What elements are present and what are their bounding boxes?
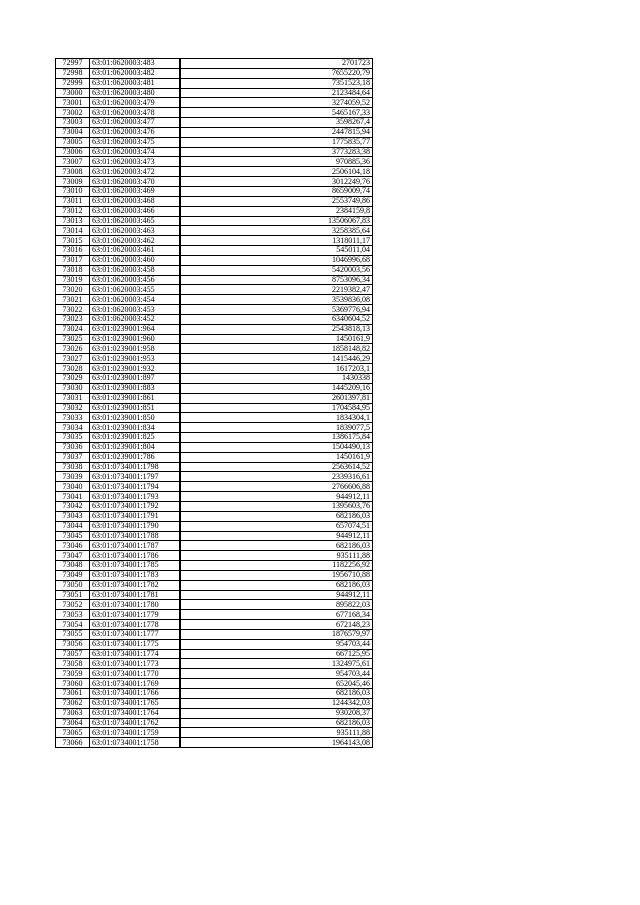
row-number-cell: 73014 xyxy=(56,226,90,236)
cadastral-value-cell: 2447815,94 xyxy=(180,127,373,137)
cadastral-number-cell: 63:01:0620003:478 xyxy=(90,108,180,118)
table-row xyxy=(56,570,373,580)
cadastral-value-cell: 895822,03 xyxy=(180,600,373,610)
cadastral-number-cell: 63:01:0620003:465 xyxy=(90,216,180,226)
cadastral-value-cell: 2506104,18 xyxy=(180,167,373,177)
row-number-cell: 73047 xyxy=(56,551,90,561)
cadastral-value-cell: 954703,44 xyxy=(180,669,373,679)
cadastral-value-cell: 1318011,17 xyxy=(180,236,373,246)
table-row xyxy=(56,511,373,521)
row-number-cell: 73033 xyxy=(56,413,90,423)
row-number-cell: 73055 xyxy=(56,629,90,639)
cadastral-number-cell: 63:01:0620003:470 xyxy=(90,177,180,187)
cadastral-value-cell: 3773283,38 xyxy=(180,147,373,157)
row-number-cell: 73024 xyxy=(56,324,90,334)
row-number-cell: 73054 xyxy=(56,620,90,630)
cadastral-value-cell: 1504490,13 xyxy=(180,442,373,452)
table-row xyxy=(56,246,373,256)
cadastral-value-cell: 652045,46 xyxy=(180,679,373,689)
cadastral-value-cell: 2219382,47 xyxy=(180,285,373,295)
row-number-cell: 73038 xyxy=(56,462,90,472)
cadastral-number-cell: 63:01:0734001:1758 xyxy=(90,738,180,748)
table-row xyxy=(56,196,373,206)
cadastral-number-cell: 63:01:0620003:483 xyxy=(90,59,180,69)
row-number-cell: 73013 xyxy=(56,216,90,226)
cadastral-value-cell: 682186,03 xyxy=(180,718,373,728)
cadastral-value-cell: 7655220,79 xyxy=(180,68,373,78)
cadastral-value-cell: 1415446,29 xyxy=(180,354,373,364)
cadastral-value-cell: 1876579,97 xyxy=(180,629,373,639)
row-number-cell: 73000 xyxy=(56,88,90,98)
table-row xyxy=(56,265,373,275)
cadastral-number-cell: 63:01:0239001:834 xyxy=(90,423,180,433)
table-row xyxy=(56,216,373,226)
cadastral-number-cell: 63:01:0620003:454 xyxy=(90,295,180,305)
row-number-cell: 73061 xyxy=(56,689,90,699)
cadastral-number-cell: 63:01:0734001:1777 xyxy=(90,629,180,639)
table-row xyxy=(56,639,373,649)
table-row xyxy=(56,108,373,118)
row-number-cell: 73028 xyxy=(56,364,90,374)
table-row xyxy=(56,285,373,295)
table-row xyxy=(56,590,373,600)
cadastral-number-cell: 63:01:0239001:861 xyxy=(90,393,180,403)
row-number-cell: 73019 xyxy=(56,275,90,285)
table-row xyxy=(56,689,373,699)
cadastral-number-cell: 63:01:0620003:461 xyxy=(90,246,180,256)
cadastral-number-cell: 63:01:0734001:1785 xyxy=(90,561,180,571)
row-number-cell: 73062 xyxy=(56,698,90,708)
table-row xyxy=(56,521,373,531)
cadastral-value-cell: 8753096,34 xyxy=(180,275,373,285)
cadastral-number-cell: 63:01:0734001:1780 xyxy=(90,600,180,610)
cadastral-number-cell: 63:01:0734001:1769 xyxy=(90,679,180,689)
row-number-cell: 73023 xyxy=(56,314,90,324)
table-row xyxy=(56,718,373,728)
cadastral-value-cell: 2384159,8 xyxy=(180,206,373,216)
table-row xyxy=(56,501,373,511)
cadastral-number-cell: 63:01:0620003:481 xyxy=(90,78,180,88)
row-number-cell: 72999 xyxy=(56,78,90,88)
row-number-cell: 73064 xyxy=(56,718,90,728)
table-row xyxy=(56,472,373,482)
table-row xyxy=(56,561,373,571)
table-row xyxy=(56,59,373,69)
table-row xyxy=(56,393,373,403)
row-number-cell: 72998 xyxy=(56,68,90,78)
row-number-cell: 73060 xyxy=(56,679,90,689)
cadastral-number-cell: 63:01:0734001:1766 xyxy=(90,689,180,699)
table-row xyxy=(56,167,373,177)
cadastral-value-cell: 1775835,77 xyxy=(180,137,373,147)
cadastral-number-cell: 63:01:0734001:1775 xyxy=(90,639,180,649)
cadastral-number-cell: 63:01:0734001:1779 xyxy=(90,610,180,620)
table-row xyxy=(56,728,373,738)
row-number-cell: 73057 xyxy=(56,649,90,659)
cadastral-number-cell: 63:01:0620003:460 xyxy=(90,255,180,265)
cadastral-number-cell: 63:01:0620003:455 xyxy=(90,285,180,295)
table-row xyxy=(56,620,373,630)
row-number-cell: 73006 xyxy=(56,147,90,157)
cadastral-number-cell: 63:01:0239001:825 xyxy=(90,433,180,443)
cadastral-value-cell: 954703,44 xyxy=(180,639,373,649)
cadastral-value-cell: 3012249,76 xyxy=(180,177,373,187)
cadastral-number-cell: 63:01:0239001:786 xyxy=(90,452,180,462)
table-row xyxy=(56,531,373,541)
cadastral-number-cell: 63:01:0620003:466 xyxy=(90,206,180,216)
cadastral-number-cell: 63:01:0734001:1773 xyxy=(90,659,180,669)
cadastral-value-cell: 2563614,52 xyxy=(180,462,373,472)
table-row xyxy=(56,679,373,689)
table-row xyxy=(56,344,373,354)
row-number-cell: 73012 xyxy=(56,206,90,216)
table-row xyxy=(56,78,373,88)
cadastral-number-cell: 63:01:0239001:964 xyxy=(90,324,180,334)
table-row xyxy=(56,157,373,167)
cadastral-number-cell: 63:01:0734001:1778 xyxy=(90,620,180,630)
cadastral-number-cell: 63:01:0734001:1782 xyxy=(90,580,180,590)
cadastral-number-cell: 63:01:0620003:469 xyxy=(90,186,180,196)
table-row xyxy=(56,433,373,443)
cadastral-value-cell: 3598267,4 xyxy=(180,118,373,128)
cadastral-value-cell: 13506067,83 xyxy=(180,216,373,226)
cadastral-number-cell: 63:01:0734001:1762 xyxy=(90,718,180,728)
cadastral-number-cell: 63:01:0239001:958 xyxy=(90,344,180,354)
cadastral-number-cell: 63:01:0734001:1774 xyxy=(90,649,180,659)
cadastral-number-cell: 63:01:0734001:1798 xyxy=(90,462,180,472)
cadastral-value-cell: 1324975,61 xyxy=(180,659,373,669)
cadastral-value-cell: 2339316,61 xyxy=(180,472,373,482)
table-row xyxy=(56,88,373,98)
cadastral-number-cell: 63:01:0734001:1797 xyxy=(90,472,180,482)
cadastral-value-table xyxy=(55,58,373,748)
table-row xyxy=(56,226,373,236)
cadastral-number-cell: 63:01:0620003:472 xyxy=(90,167,180,177)
table-row xyxy=(56,354,373,364)
table-row xyxy=(56,98,373,108)
cadastral-number-cell: 63:01:0239001:851 xyxy=(90,403,180,413)
cadastral-value-cell: 1834304,1 xyxy=(180,413,373,423)
cadastral-number-cell: 63:01:0620003:473 xyxy=(90,157,180,167)
cadastral-number-cell: 63:01:0239001:932 xyxy=(90,364,180,374)
cadastral-number-cell: 63:01:0734001:1788 xyxy=(90,531,180,541)
cadastral-number-cell: 63:01:0734001:1783 xyxy=(90,570,180,580)
row-number-cell: 73025 xyxy=(56,334,90,344)
table-row xyxy=(56,551,373,561)
table-row xyxy=(56,206,373,216)
cadastral-number-cell: 63:01:0620003:480 xyxy=(90,88,180,98)
row-number-cell: 73035 xyxy=(56,433,90,443)
cadastral-number-cell: 63:01:0620003:452 xyxy=(90,314,180,324)
cadastral-number-cell: 63:01:0620003:458 xyxy=(90,265,180,275)
cadastral-value-cell: 2766606,88 xyxy=(180,482,373,492)
row-number-cell: 73009 xyxy=(56,177,90,187)
cadastral-value-cell: 1450161,9 xyxy=(180,452,373,462)
cadastral-value-cell: 930208,37 xyxy=(180,708,373,718)
cadastral-number-cell: 63:01:0734001:1791 xyxy=(90,511,180,521)
cadastral-value-cell: 1046996,68 xyxy=(180,255,373,265)
cadastral-number-cell: 63:01:0239001:804 xyxy=(90,442,180,452)
cadastral-value-cell: 935111,88 xyxy=(180,728,373,738)
cadastral-value-cell: 1858148,82 xyxy=(180,344,373,354)
cadastral-value-cell: 1182256,92 xyxy=(180,561,373,571)
cadastral-value-cell: 935111,88 xyxy=(180,551,373,561)
table-row xyxy=(56,600,373,610)
row-number-cell: 73059 xyxy=(56,669,90,679)
cadastral-value-cell: 2701723 xyxy=(180,59,373,69)
row-number-cell: 73039 xyxy=(56,472,90,482)
table-body xyxy=(56,59,373,748)
cadastral-number-cell: 63:01:0620003:482 xyxy=(90,68,180,78)
row-number-cell: 73008 xyxy=(56,167,90,177)
cadastral-number-cell: 63:01:0734001:1786 xyxy=(90,551,180,561)
table-row xyxy=(56,629,373,639)
cadastral-value-cell: 677168,34 xyxy=(180,610,373,620)
row-number-cell: 73004 xyxy=(56,127,90,137)
row-number-cell: 73056 xyxy=(56,639,90,649)
row-number-cell: 73043 xyxy=(56,511,90,521)
row-number-cell: 73042 xyxy=(56,501,90,511)
cadastral-value-cell: 657074,51 xyxy=(180,521,373,531)
row-number-cell: 73040 xyxy=(56,482,90,492)
cadastral-number-cell: 63:01:0734001:1781 xyxy=(90,590,180,600)
table-row xyxy=(56,708,373,718)
table-row xyxy=(56,236,373,246)
table-row xyxy=(56,374,373,384)
table-row xyxy=(56,610,373,620)
cadastral-value-cell: 1244342,03 xyxy=(180,698,373,708)
cadastral-number-cell: 63:01:0620003:463 xyxy=(90,226,180,236)
row-number-cell: 73051 xyxy=(56,590,90,600)
table-row xyxy=(56,68,373,78)
cadastral-value-cell: 1386175,84 xyxy=(180,433,373,443)
table-row xyxy=(56,442,373,452)
cadastral-value-cell: 5465167,33 xyxy=(180,108,373,118)
row-number-cell: 73030 xyxy=(56,383,90,393)
cadastral-value-cell: 667125,95 xyxy=(180,649,373,659)
row-number-cell: 73015 xyxy=(56,236,90,246)
row-number-cell: 73058 xyxy=(56,659,90,669)
cadastral-number-cell: 63:01:0620003:468 xyxy=(90,196,180,206)
row-number-cell: 73010 xyxy=(56,186,90,196)
row-number-cell: 73046 xyxy=(56,541,90,551)
cadastral-value-cell: 1617203,1 xyxy=(180,364,373,374)
cadastral-value-cell: 6340604,52 xyxy=(180,314,373,324)
cadastral-number-cell: 63:01:0239001:850 xyxy=(90,413,180,423)
cadastral-value-cell: 5369776,94 xyxy=(180,305,373,315)
row-number-cell: 73065 xyxy=(56,728,90,738)
row-number-cell: 73017 xyxy=(56,255,90,265)
cadastral-value-cell: 2123484,64 xyxy=(180,88,373,98)
row-number-cell: 73029 xyxy=(56,374,90,384)
row-number-cell: 73050 xyxy=(56,580,90,590)
table-row xyxy=(56,649,373,659)
cadastral-value-cell: 970885,36 xyxy=(180,157,373,167)
cadastral-number-cell: 63:01:0734001:1787 xyxy=(90,541,180,551)
row-number-cell: 73022 xyxy=(56,305,90,315)
table-row xyxy=(56,659,373,669)
row-number-cell: 73001 xyxy=(56,98,90,108)
cadastral-value-cell: 5420003,56 xyxy=(180,265,373,275)
cadastral-value-cell: 682186,03 xyxy=(180,541,373,551)
table-row xyxy=(56,137,373,147)
cadastral-value-cell: 2601397,81 xyxy=(180,393,373,403)
table-row xyxy=(56,452,373,462)
row-number-cell: 73066 xyxy=(56,738,90,748)
table-row xyxy=(56,482,373,492)
row-number-cell: 73027 xyxy=(56,354,90,364)
table-row xyxy=(56,580,373,590)
cadastral-number-cell: 63:01:0239001:953 xyxy=(90,354,180,364)
cadastral-number-cell: 63:01:0620003:476 xyxy=(90,127,180,137)
cadastral-value-cell: 3539836,08 xyxy=(180,295,373,305)
row-number-cell: 73003 xyxy=(56,118,90,128)
table-row xyxy=(56,669,373,679)
cadastral-number-cell: 63:01:0734001:1794 xyxy=(90,482,180,492)
cadastral-number-cell: 63:01:0239001:883 xyxy=(90,383,180,393)
row-number-cell: 73002 xyxy=(56,108,90,118)
table-row xyxy=(56,383,373,393)
table-row xyxy=(56,275,373,285)
table-row xyxy=(56,147,373,157)
table-row xyxy=(56,295,373,305)
cadastral-value-cell: 7351523,18 xyxy=(180,78,373,88)
cadastral-value-cell: 682186,03 xyxy=(180,580,373,590)
cadastral-number-cell: 63:01:0620003:453 xyxy=(90,305,180,315)
row-number-cell: 73037 xyxy=(56,452,90,462)
row-number-cell: 73036 xyxy=(56,442,90,452)
cadastral-number-cell: 63:01:0734001:1765 xyxy=(90,698,180,708)
row-number-cell: 73016 xyxy=(56,246,90,256)
cadastral-value-cell: 545011,04 xyxy=(180,246,373,256)
row-number-cell: 73063 xyxy=(56,708,90,718)
table-row xyxy=(56,698,373,708)
cadastral-number-cell: 63:01:0620003:462 xyxy=(90,236,180,246)
cadastral-number-cell: 63:01:0620003:477 xyxy=(90,118,180,128)
cadastral-value-cell: 682186,03 xyxy=(180,689,373,699)
row-number-cell: 73021 xyxy=(56,295,90,305)
cadastral-value-cell: 2543818,13 xyxy=(180,324,373,334)
cadastral-number-cell: 63:01:0734001:1790 xyxy=(90,521,180,531)
cadastral-value-cell: 1445209,16 xyxy=(180,383,373,393)
table-row xyxy=(56,423,373,433)
table-row xyxy=(56,541,373,551)
cadastral-number-cell: 63:01:0239001:960 xyxy=(90,334,180,344)
cadastral-number-cell: 63:01:0734001:1759 xyxy=(90,728,180,738)
row-number-cell: 73045 xyxy=(56,531,90,541)
row-number-cell: 73018 xyxy=(56,265,90,275)
row-number-cell: 73049 xyxy=(56,570,90,580)
cadastral-value-cell: 3274059,52 xyxy=(180,98,373,108)
row-number-cell: 73044 xyxy=(56,521,90,531)
cadastral-number-cell: 63:01:0734001:1793 xyxy=(90,492,180,502)
cadastral-number-cell: 63:01:0239001:897 xyxy=(90,374,180,384)
row-number-cell: 73048 xyxy=(56,561,90,571)
cadastral-value-cell: 682186,03 xyxy=(180,511,373,521)
cadastral-number-cell: 63:01:0620003:475 xyxy=(90,137,180,147)
table-row xyxy=(56,738,373,748)
cadastral-number-cell: 63:01:0620003:479 xyxy=(90,98,180,108)
table-row xyxy=(56,314,373,324)
cadastral-value-cell: 1395603,76 xyxy=(180,501,373,511)
table-row xyxy=(56,492,373,502)
cadastral-value-cell: 2553749,86 xyxy=(180,196,373,206)
row-number-cell: 73052 xyxy=(56,600,90,610)
row-number-cell: 73031 xyxy=(56,393,90,403)
row-number-cell: 73026 xyxy=(56,344,90,354)
table-row xyxy=(56,118,373,128)
row-number-cell: 73053 xyxy=(56,610,90,620)
cadastral-value-cell: 944912,11 xyxy=(180,590,373,600)
row-number-cell: 73020 xyxy=(56,285,90,295)
row-number-cell: 73034 xyxy=(56,423,90,433)
table-row xyxy=(56,403,373,413)
cadastral-number-cell: 63:01:0734001:1792 xyxy=(90,501,180,511)
table-row xyxy=(56,413,373,423)
table-row xyxy=(56,255,373,265)
cadastral-value-cell: 1704584,95 xyxy=(180,403,373,413)
cadastral-value-cell: 1430338 xyxy=(180,374,373,384)
row-number-cell: 73011 xyxy=(56,196,90,206)
cadastral-number-cell: 63:01:0620003:456 xyxy=(90,275,180,285)
cadastral-value-cell: 672148,23 xyxy=(180,620,373,630)
row-number-cell: 73007 xyxy=(56,157,90,167)
cadastral-value-cell: 1964143,08 xyxy=(180,738,373,748)
cadastral-value-cell: 1839077,5 xyxy=(180,423,373,433)
row-number-cell: 73005 xyxy=(56,137,90,147)
row-number-cell: 73032 xyxy=(56,403,90,413)
table-row xyxy=(56,186,373,196)
cadastral-value-cell: 944912,11 xyxy=(180,531,373,541)
table-row xyxy=(56,462,373,472)
cadastral-value-cell: 3258385,64 xyxy=(180,226,373,236)
cadastral-value-cell: 944912,11 xyxy=(180,492,373,502)
cadastral-value-cell: 1450161,9 xyxy=(180,334,373,344)
table-row xyxy=(56,334,373,344)
table-row xyxy=(56,305,373,315)
table-row xyxy=(56,177,373,187)
cadastral-value-cell: 1956710,88 xyxy=(180,570,373,580)
cadastral-number-cell: 63:01:0734001:1770 xyxy=(90,669,180,679)
row-number-cell: 73041 xyxy=(56,492,90,502)
cadastral-number-cell: 63:01:0620003:474 xyxy=(90,147,180,157)
table-row xyxy=(56,127,373,137)
cadastral-value-cell: 8659009,74 xyxy=(180,186,373,196)
table-row xyxy=(56,324,373,334)
cadastral-number-cell: 63:01:0734001:1764 xyxy=(90,708,180,718)
row-number-cell: 72997 xyxy=(56,59,90,69)
table-row xyxy=(56,364,373,374)
